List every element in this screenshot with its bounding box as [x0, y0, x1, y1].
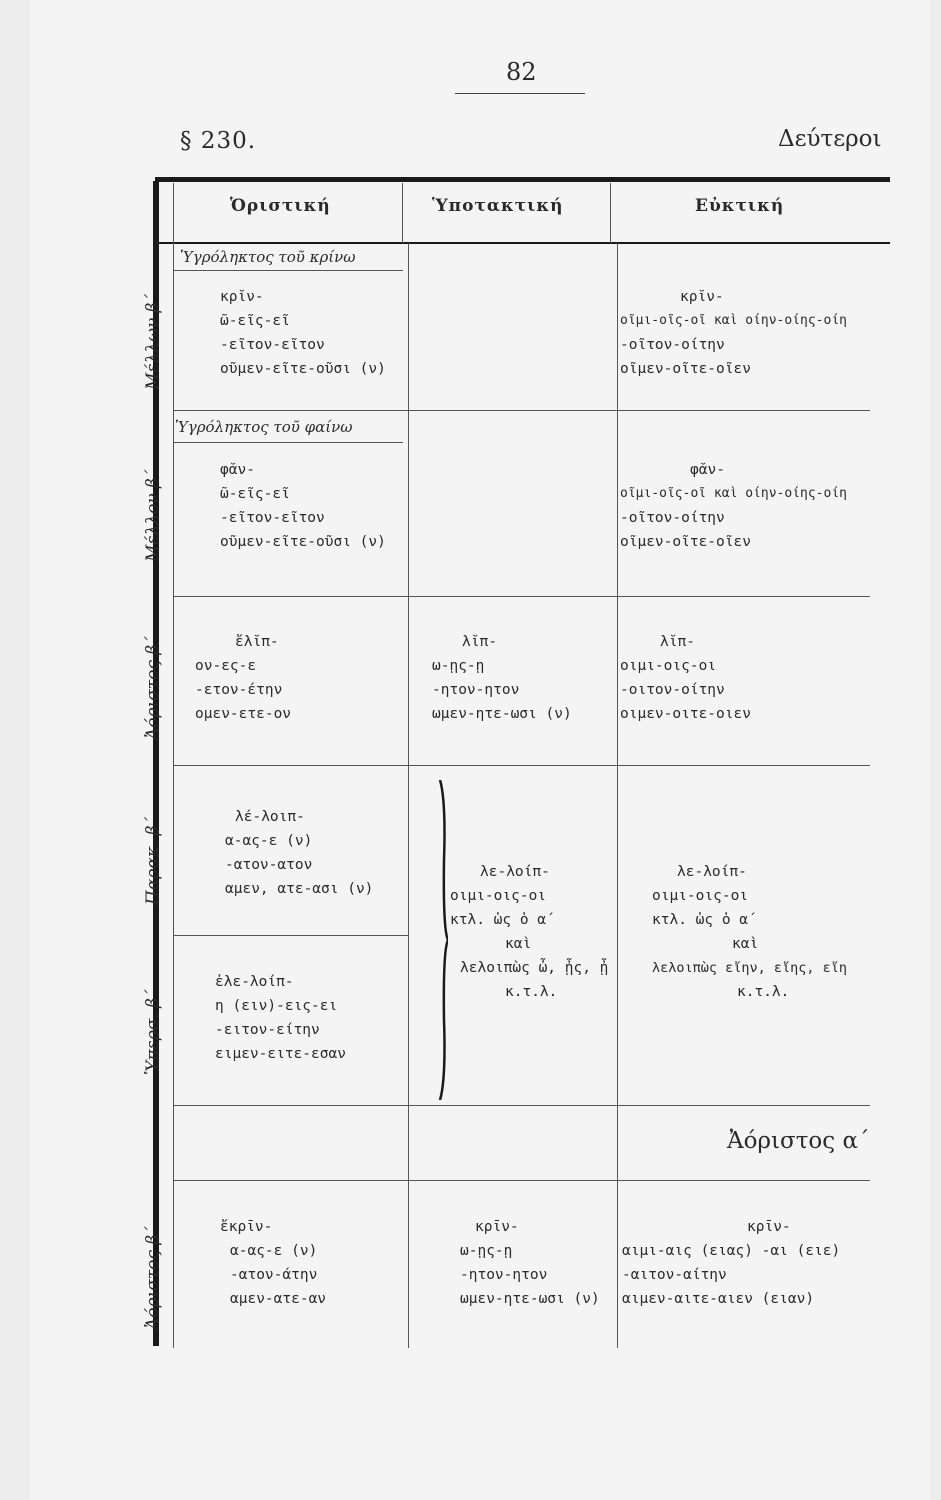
running-head: Δεύτεροι — [778, 126, 882, 152]
aorist-alpha-optative — [622, 1215, 840, 1311]
column-rule-2 — [617, 243, 618, 1348]
tense-label-future-1: Μέλλων β΄ — [143, 293, 163, 390]
form-line: οῖμι-οῖς-οῖ καὶ οίην-οίης-οίη — [620, 313, 847, 328]
stem-heading-phaino: Ὑγρόληκτος τοῦ φαίνω — [175, 418, 353, 436]
form-line: οιμι-οις-οι — [450, 888, 547, 904]
form-line: καὶ — [732, 936, 759, 952]
form-line: ἔλῐπ- — [235, 634, 279, 650]
form-line: κρῑν- — [475, 1219, 519, 1235]
header-divider-2 — [610, 183, 611, 243]
form-line: οιμεν-οιτε-οιεν — [620, 706, 751, 722]
form-line: κρῐν- — [680, 289, 724, 305]
tense-label-aorist-alpha-row: Ἀόριστος β΄ — [143, 1226, 163, 1330]
form-line: -ατον-ατον — [225, 857, 313, 873]
form-line: λελοιπὼς ὦ, ᾖς, ᾖ — [460, 960, 609, 976]
row-5-indicative — [195, 970, 346, 1066]
form-line: λῐπ- — [660, 634, 695, 650]
form-line: λε-λοίπ- — [677, 864, 747, 880]
perfect-optative — [652, 860, 847, 1004]
form-line: -ατον-άτην — [230, 1267, 318, 1283]
form-line: -οῖτον-οίτην — [620, 337, 725, 353]
form-line: -εῖτον-εῖτον — [220, 510, 325, 526]
aorist-alpha-indicative — [195, 1215, 326, 1311]
form-line: λε-λοίπ- — [480, 864, 550, 880]
stem-heading-underline-krino — [173, 270, 403, 271]
form-line: -ητον-ητον — [432, 682, 520, 698]
form-line: λέ-λοιπ- — [235, 809, 305, 825]
table-top-rule — [155, 177, 890, 182]
row-3-subjunctive — [412, 630, 572, 726]
page-number-rule — [455, 93, 585, 94]
form-line: κ.τ.λ. — [737, 984, 790, 1000]
row-3-indicative — [195, 630, 291, 726]
curly-brace — [438, 780, 448, 1100]
form-line: ἔκρῑν- — [220, 1219, 273, 1235]
form-line: καὶ — [505, 936, 532, 952]
form-line: ωμεν-ητε-ωσι (ν) — [460, 1291, 600, 1307]
form-line: κρῑν- — [747, 1219, 791, 1235]
form-line: αμεν, ατε-ασι (ν) — [225, 881, 374, 897]
form-line: ἐλε-λοίπ- — [215, 974, 294, 990]
column-rule-1 — [408, 243, 409, 1348]
book-page — [30, 0, 930, 1500]
tense-label-aorist-2: Ἀόριστος β΄ — [143, 636, 163, 740]
row-rule-3 — [173, 765, 870, 766]
row-2-optative — [620, 458, 847, 554]
form-line: -οῖτον-οίτην — [620, 510, 725, 526]
form-line: ω-ῃς-ῃ — [460, 1243, 513, 1259]
form-line: -ειτον-είτην — [215, 1022, 320, 1038]
form-line: αιμεν-αιτε-αιεν (ειαν) — [622, 1291, 815, 1307]
row-1-indicative — [190, 285, 386, 381]
column-header-optative: Εὐκτική — [695, 196, 785, 216]
form-line: οιμι-οις-οι — [620, 658, 717, 674]
form-line: φᾰν- — [690, 462, 725, 478]
form-line: αιμι-αις (ειας) -αι (ειε) — [622, 1243, 841, 1259]
form-line: οῖμεν-οῖτε-οῖεν — [620, 534, 751, 550]
header-rule — [155, 242, 890, 244]
form-line: ειμεν-ειτε-εσαν — [215, 1046, 346, 1062]
row-rule-5 — [173, 1105, 870, 1106]
form-line: φᾰν- — [220, 462, 255, 478]
row-rule-2 — [173, 596, 870, 597]
form-line: οῦμεν-εῖτε-οῦσι (ν) — [220, 361, 386, 377]
row-1-optative — [620, 285, 847, 381]
form-line: κτλ. ὡς ὁ α΄ — [450, 912, 555, 928]
form-line: λελοιπὼς εἴην, εἴης, εἴη — [652, 960, 848, 976]
form-line: -ητον-ητον — [460, 1267, 548, 1283]
header-divider-1 — [402, 183, 403, 243]
row-4-indicative — [195, 805, 373, 901]
stem-heading-underline-phaino — [173, 442, 403, 443]
form-line: -οιτον-οίτην — [620, 682, 725, 698]
row-rule-6 — [173, 1180, 870, 1181]
form-line: -ετον-έτην — [195, 682, 283, 698]
form-line: οῦμεν-εῖτε-οῦσι (ν) — [220, 534, 386, 550]
form-line: ομεν-ετε-ον — [195, 706, 292, 722]
tense-label-perfect-2: Παρακ. β΄ — [143, 816, 163, 905]
column-header-subjunctive: Ὑποτακτική — [432, 196, 564, 216]
form-line: αμεν-ατε-αν — [230, 1291, 327, 1307]
section-number: § 230. — [180, 128, 257, 154]
tense-label-future-2: Μέλλον β΄ — [143, 469, 163, 562]
page-number: 82 — [506, 58, 537, 86]
form-line: κ.τ.λ. — [505, 984, 558, 1000]
form-line: ω-ῃς-ῃ — [432, 658, 485, 674]
form-line: ον-ες-ε — [195, 658, 257, 674]
form-line: οῖμεν-οῖτε-οῖεν — [620, 361, 751, 377]
form-line: -εῖτον-εῖτον — [220, 337, 325, 353]
aorist-alpha-subjunctive — [420, 1215, 600, 1311]
form-line: κτλ. ὡς ὁ α΄ — [652, 912, 757, 928]
row-rule-1 — [173, 410, 870, 411]
aorist-alpha-heading: Ἀόριστος α΄ — [727, 1128, 870, 1154]
form-line: οιμι-οις-οι — [652, 888, 749, 904]
form-line: α-ας-ε (ν) — [225, 833, 313, 849]
form-line: λῐπ- — [462, 634, 497, 650]
form-line: α-ας-ε (ν) — [230, 1243, 318, 1259]
column-header-indicative: Ὁριστική — [230, 196, 331, 216]
form-line: -αιτον-αίτην — [622, 1267, 727, 1283]
form-line: η (ειν)-εις-ει — [215, 998, 338, 1014]
form-line: οῖμι-οῖς-οῖ καὶ οίην-οίης-οίη — [620, 486, 847, 501]
row-3-optative — [620, 630, 751, 726]
stem-heading-krino: Ὑγρόληκτος τοῦ κρίνω — [180, 248, 356, 266]
row-2-indicative — [190, 458, 386, 554]
tense-label-pluperfect-2: Ὑπερσ. β΄ — [143, 989, 163, 1075]
form-line: ῶ-εῖς-εῖ — [220, 486, 290, 502]
form-line: ῶ-εῖς-εῖ — [220, 313, 290, 329]
perfect-subjunctive — [450, 860, 608, 1004]
form-line: κρῐν- — [220, 289, 264, 305]
row-rule-4 — [173, 935, 408, 936]
form-line: ωμεν-ητε-ωσι (ν) — [432, 706, 572, 722]
